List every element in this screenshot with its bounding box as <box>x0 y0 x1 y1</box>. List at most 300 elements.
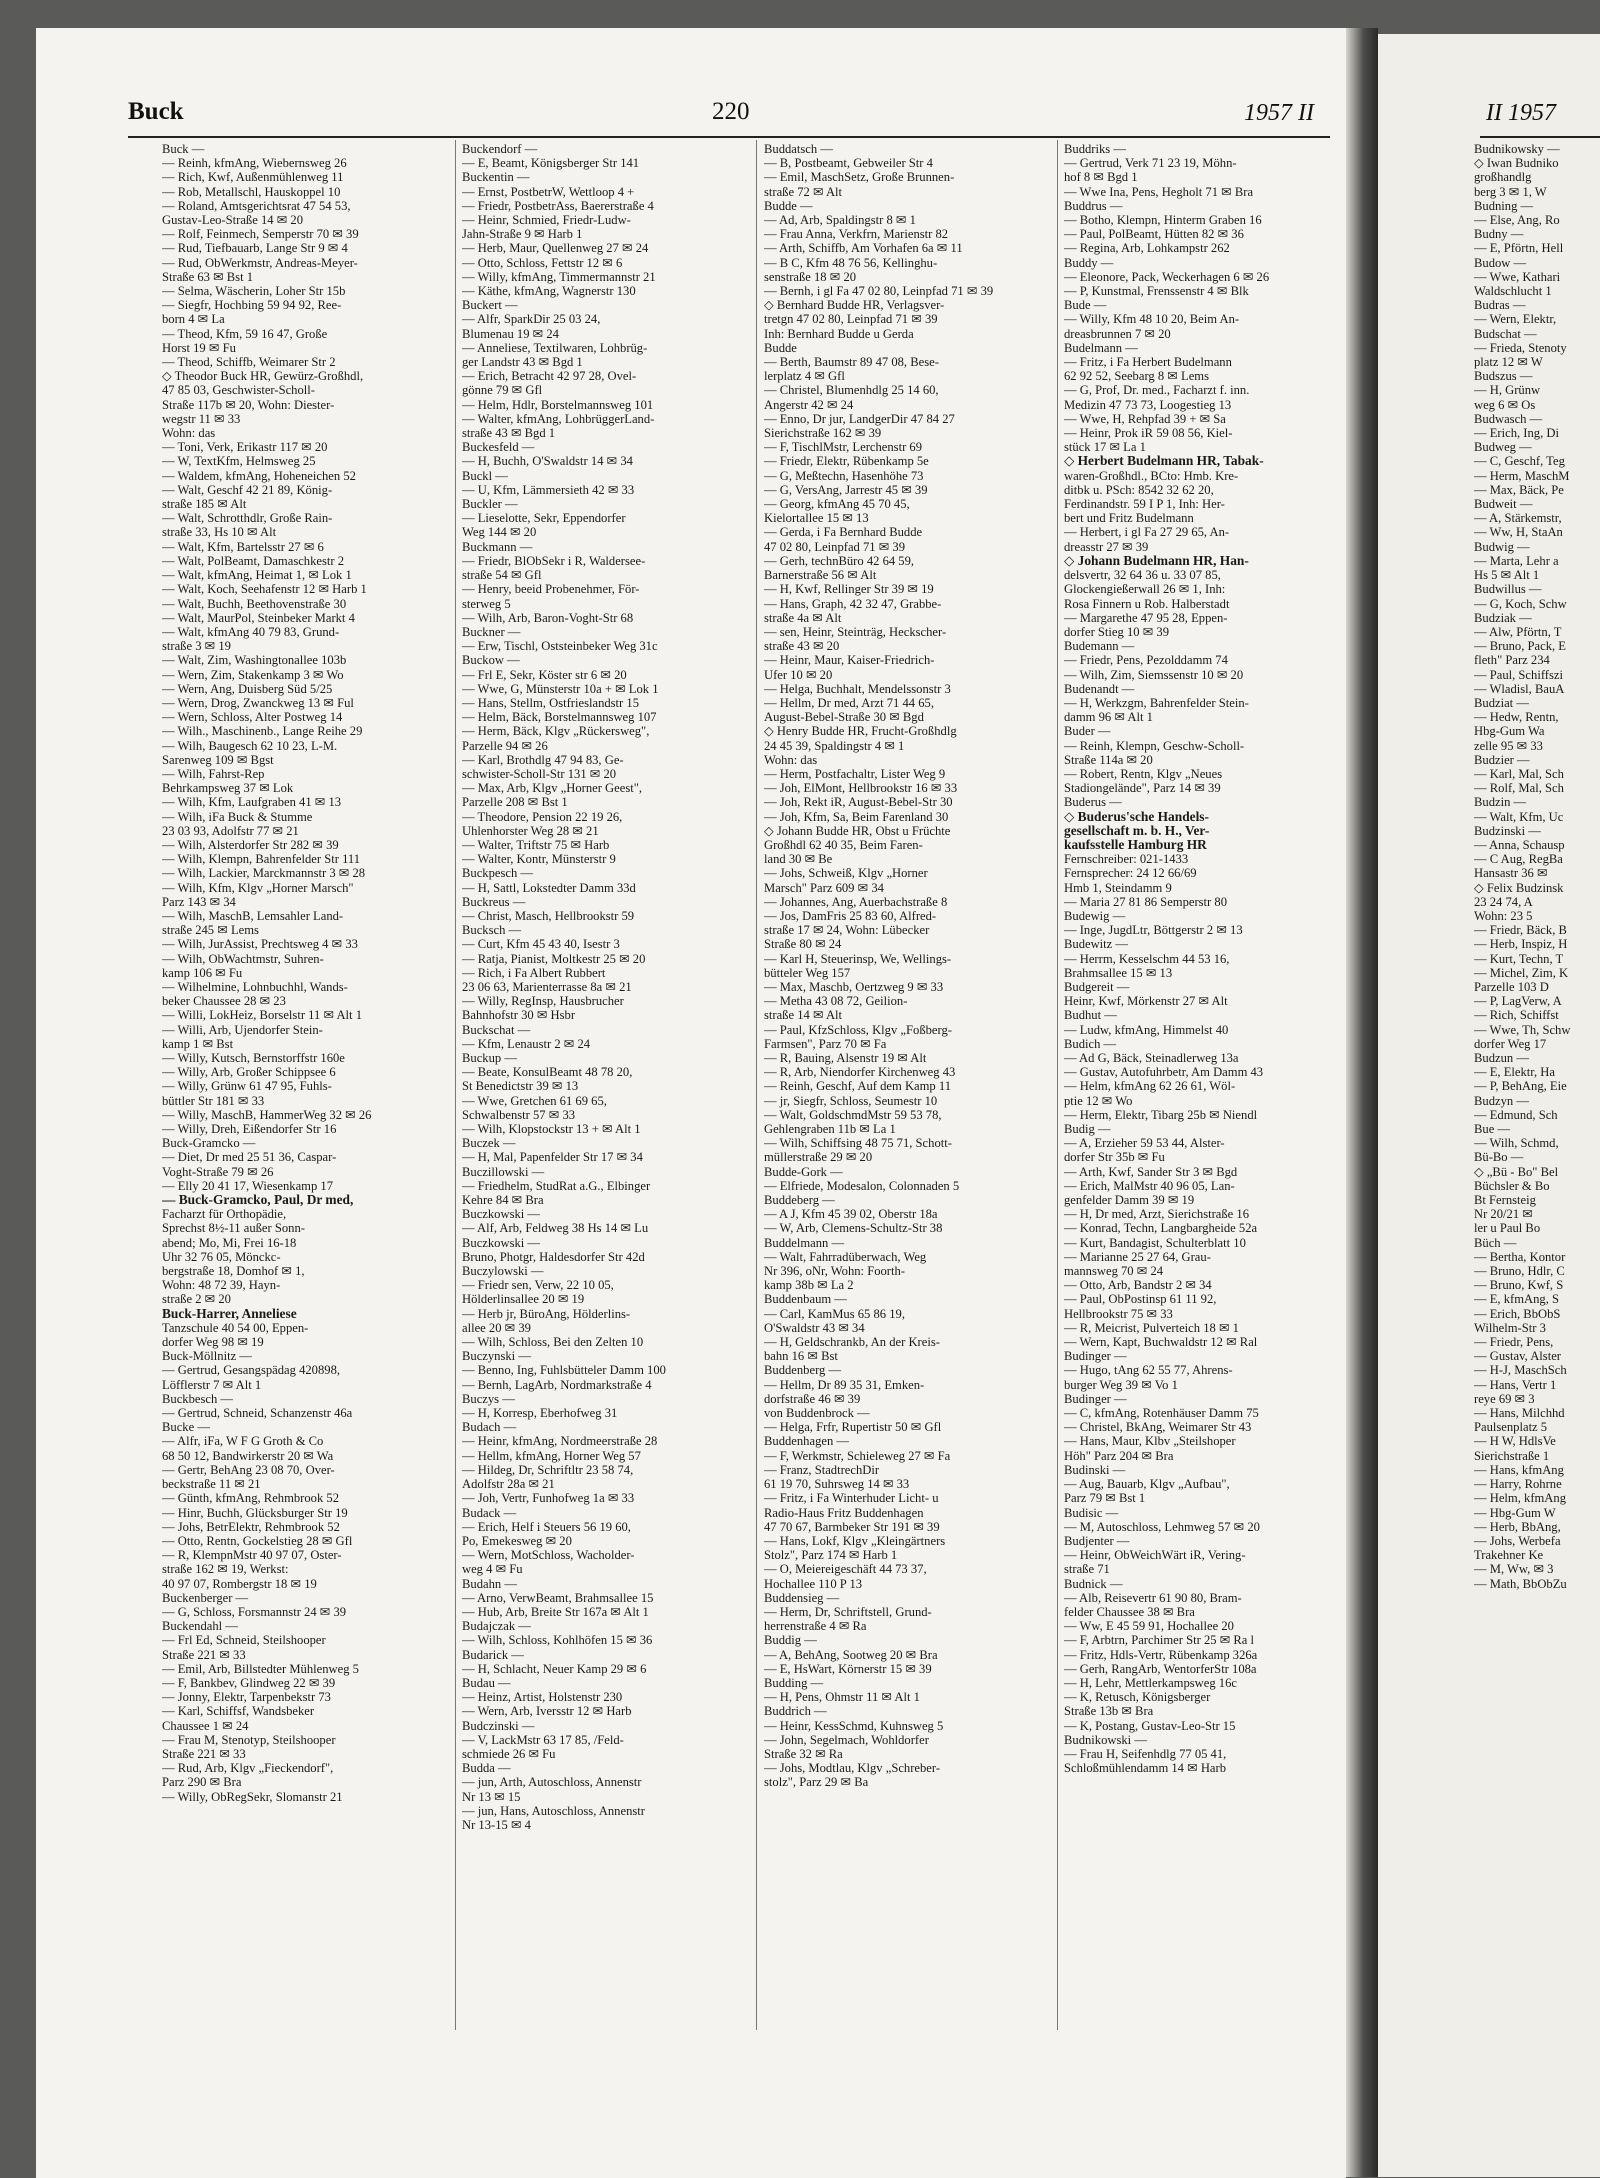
directory-entry-line: — Heinr, KessSchmd, Kuhnsweg 5 <box>764 1718 944 1733</box>
directory-entry-line: — Walt, Kfm, Bartelsstr 27 ✉ 6 <box>162 539 324 554</box>
directory-entry-line: Buddeberg — <box>764 1193 835 1208</box>
directory-entry-line: Gehlengraben 11b ✉ La 1 <box>764 1122 896 1137</box>
directory-entry-line: — Emil, Arb, Billstedter Mühlenweg 5 <box>162 1661 359 1676</box>
directory-entry-line: — Wern, Kapt, Buchwaldstr 12 ✉ Ral <box>1064 1335 1258 1350</box>
directory-entry-line: — R, KlempnMstr 40 97 07, Oster- <box>162 1548 342 1563</box>
directory-entry-line: — Berth, Baumstr 89 47 08, Bese- <box>764 355 939 370</box>
directory-entry-line: Farmsen", Parz 70 ✉ Fa <box>764 1036 887 1051</box>
directory-entry-line: Budach — <box>462 1420 517 1435</box>
directory-entry-line: — Gertrud, Gesangspädag 420898, <box>162 1363 341 1378</box>
directory-entry-line: — Wilh, Zim, Siemssenstr 10 ✉ 20 <box>1064 667 1244 682</box>
directory-entry-line: Uhr 32 76 05, Mönckc- <box>162 1249 281 1264</box>
directory-entry-line: — Inge, JugdLtr, Böttgerstr 2 ✉ 13 <box>1064 923 1243 938</box>
directory-entry-line: Budnikowski — <box>1064 1732 1147 1747</box>
directory-entry-line: — Hellm, kfmAng, Horner Weg 57 <box>462 1448 641 1463</box>
directory-entry-line: Bahnhofstr 30 ✉ Hsbr <box>462 1008 576 1023</box>
directory-entry-line: — Willi, Arb, Ujendorfer Stein- <box>162 1022 323 1037</box>
directory-entry-line: Buczylowski — <box>462 1264 544 1279</box>
directory-entry-line: — Bruno, Pack, E <box>1474 639 1566 654</box>
directory-entry-line: — Franz, StadtrechDir <box>764 1462 880 1477</box>
directory-entry-line: — Jonny, Elektr, Tarpenbekstr 73 <box>162 1690 331 1705</box>
directory-entry-line: — Math, BbObZu <box>1474 1576 1567 1591</box>
directory-entry-line: — Kurt, Techn, T <box>1474 951 1564 966</box>
directory-entry-line: — Erich, Ing, Di <box>1474 426 1559 441</box>
directory-entry-line: bert und Fritz Budelmann <box>1064 511 1194 526</box>
directory-entry-line: — Emil, MaschSetz, Große Brunnen- <box>764 170 955 185</box>
directory-entry-line: — Margarethe 47 95 28, Eppen- <box>1064 610 1228 625</box>
directory-entry-line: — Wwe, Th, Schw <box>1474 1022 1571 1037</box>
directory-entry-line: weg 6 ✉ Os <box>1474 397 1536 412</box>
directory-entry-line: — Herm, Bäck, Klgv „Rückersweg", <box>462 724 650 739</box>
directory-entry-line: — Gertrud, Schneid, Schanzenstr 46a <box>162 1406 353 1421</box>
directory-entry-line: Budnick — <box>1064 1576 1123 1591</box>
directory-entry-line: — Bruno, Kwf, S <box>1474 1278 1564 1293</box>
directory-entry-line: — Gertrud, Verk 71 23 19, Möhn- <box>1064 156 1237 171</box>
directory-entry-line: Nr 396, oNr, Wohn: Foorth- <box>764 1264 905 1279</box>
directory-entry-line: — F, Arbtrn, Parchimer Str 25 ✉ Ra l <box>1064 1633 1255 1648</box>
directory-entry-line: Waldschlucht 1 <box>1474 284 1552 299</box>
directory-entry-line: straße 33, Hs 10 ✉ Alt <box>162 525 277 540</box>
directory-entry-line: — Siegfr, Hochbing 59 94 92, Ree- <box>162 298 342 313</box>
directory-entry-line: Jahn-Straße 9 ✉ Harb 1 <box>462 227 583 242</box>
directory-entry-line: Nr 13-15 ✉ 4 <box>462 1817 531 1832</box>
directory-entry-line: — Michel, Zim, K <box>1474 965 1569 980</box>
directory-entry-line: Parzelle 94 ✉ 26 <box>462 738 548 753</box>
directory-entry-line: kaufsstelle Hamburg HR <box>1064 836 1207 852</box>
directory-entry-line: Buckendahl — <box>162 1619 238 1634</box>
directory-entry-line: ◇ Henry Budde HR, Frucht-Großhdlg <box>764 724 957 739</box>
directory-entry-line: — Frau Anna, Verkfrn, Marienstr 82 <box>764 227 949 242</box>
directory-entry-line: Buckesfeld — <box>462 440 535 455</box>
directory-entry-line: 24 45 39, Spaldingstr 4 ✉ 1 <box>764 738 905 753</box>
facing-column <box>1474 142 1600 2032</box>
directory-entry-line: ◇ Buderus'sche Handels- <box>1064 808 1209 824</box>
directory-entry-line: — R, Bauing, Alsenstr 19 ✉ Alt <box>764 1051 927 1065</box>
directory-entry-line: ◇ Bernhard Budde HR, Verlagsver- <box>764 298 945 313</box>
directory-entry-line: — V, LackMstr 63 17 85, /Feld- <box>462 1732 624 1747</box>
directory-entry-line: — Toni, Verk, Erikastr 117 ✉ 20 <box>162 440 328 455</box>
directory-entry-line: Trakehner Ke <box>1474 1548 1544 1563</box>
directory-entry-line: ◇ Felix Budzinsk <box>1474 880 1564 895</box>
directory-entry-line: — Frieda, Stenoty <box>1474 340 1567 355</box>
directory-entry-line: — Willy, Grünw 61 47 95, Fuhls- <box>162 1079 332 1094</box>
directory-entry-line: O'Swaldstr 43 ✉ 34 <box>764 1320 865 1335</box>
directory-entry-line: — Johs, Werbefa <box>1474 1533 1561 1548</box>
directory-entry-line: senstraße 18 ✉ 20 <box>764 269 857 284</box>
directory-entry-line: — Regina, Arb, Lohkampstr 262 <box>1064 241 1230 256</box>
directory-entry-line: — Wilh, Kfm, Laufgraben 41 ✉ 13 <box>162 795 342 810</box>
directory-entry-line: ditbk u. PSch: 8542 32 62 20, <box>1064 482 1214 497</box>
directory-entry-line: — H W, HdlsVe <box>1474 1434 1556 1449</box>
directory-entry-line: — Bernh, i gl Fa 47 02 80, Leinpfad 71 ✉ 39 <box>764 284 994 299</box>
directory-entry-line: — Walt, kfmAng, Heimat 1, ✉ Lok 1 <box>162 568 352 583</box>
directory-entry-line: Bucke — <box>162 1420 210 1435</box>
directory-entry-line: — Hedw, Rentn, <box>1474 710 1559 725</box>
directory-entry-line: — E, Pförtn, Hell <box>1474 241 1564 256</box>
directory-entry-line: Straße 221 ✉ 33 <box>162 1647 246 1662</box>
directory-entry-line: Buck-Möllnitz — <box>162 1349 252 1364</box>
directory-entry-line: — P, Kunstmal, Frenssenstr 4 ✉ Blk <box>1064 284 1249 299</box>
directory-entry-line: — Rich, Schiffst <box>1474 1008 1559 1023</box>
directory-entry-line: ler u Paul Bo <box>1474 1221 1541 1236</box>
directory-entry-line: — Rud, ObWerkmstr, Andreas-Meyer- <box>162 255 358 270</box>
directory-entry-line: — E, Beamt, Königsberger Str 141 <box>462 156 640 171</box>
directory-entry-line: Weg 144 ✉ 20 <box>462 525 537 540</box>
directory-entry-line: dorfer Weg 17 <box>1474 1036 1547 1051</box>
directory-entry-line: Buckbesch — <box>162 1391 233 1406</box>
directory-entry-line: Buddensieg — <box>764 1590 840 1605</box>
directory-entry-line: Buderus — <box>1064 795 1122 810</box>
directory-entry-line: — Wern, Schloss, Alter Postweg 14 <box>162 710 343 725</box>
directory-entry-line: Straße 80 ✉ 24 <box>764 937 842 952</box>
directory-entry-line: Barnerstraße 56 ✉ Alt <box>764 568 877 583</box>
directory-entry-line: — Rud, Tiefbauarb, Lange Str 9 ✉ 4 <box>162 241 348 256</box>
directory-entry-line: — Erich, Helf i Steuers 56 19 60, <box>462 1519 631 1534</box>
directory-entry-line: 23 03 93, Adolfstr 77 ✉ 21 <box>162 823 299 838</box>
directory-entry-line: 23 24 74, A <box>1474 894 1533 909</box>
directory-entry-line: Kielortallee 15 ✉ 13 <box>764 511 869 526</box>
directory-entry-line: — Hellm, Dr med, Arzt 71 44 65, <box>764 695 934 710</box>
directory-entry-line: straße 245 ✉ Lems <box>162 923 259 938</box>
directory-entry-line: Budwig — <box>1474 539 1530 554</box>
directory-entry-line: Buddy — <box>1064 255 1114 270</box>
directory-entry-line: Adolfstr 28a ✉ 21 <box>462 1477 555 1492</box>
directory-entry-line: — H, Dr med, Arzt, Sierichstraße 16 <box>1064 1207 1250 1222</box>
directory-entry-line: — Herm, MaschM <box>1474 468 1570 483</box>
directory-entry-line: Buckendorf — <box>462 142 538 156</box>
directory-entry-line: Buddenbaum — <box>764 1292 847 1307</box>
directory-entry-line: Buck-Gramcko — <box>162 1136 256 1151</box>
directory-entry-line: büttler Str 181 ✉ 33 <box>162 1093 265 1108</box>
directory-entry-line: dorfstraße 46 ✉ 39 <box>764 1391 861 1406</box>
directory-entry-line: Gustav-Leo-Straße 14 ✉ 20 <box>162 213 304 228</box>
directory-entry-line: — Hinr, Buchh, Glücksburger Str 19 <box>162 1505 348 1520</box>
directory-entry-line: — Walt, Buchh, Beethovenstraße 30 <box>162 596 347 611</box>
directory-entry-line: ◇ „Bü - Bo" Bel <box>1474 1164 1559 1179</box>
directory-entry-line: 47 02 80, Leinpfad 71 ✉ 39 <box>764 539 906 554</box>
directory-entry-line: Hochallee 110 P 13 <box>764 1576 863 1591</box>
directory-entry-line: — Edmund, Sch <box>1474 1107 1558 1122</box>
directory-entry-line: — F, Bankbev, Glindweg 22 ✉ 39 <box>162 1675 336 1690</box>
directory-entry-line: — Kfm, Lenaustr 2 ✉ 24 <box>462 1036 591 1051</box>
directory-entry-line: — Christel, BkAng, Weimarer Str 43 <box>1064 1420 1252 1435</box>
directory-entry-line: Hbg-Gum Wa <box>1474 724 1545 739</box>
directory-entry-line: — Erich, BbObS <box>1474 1306 1561 1321</box>
directory-entry-line: — Erich, MalMstr 40 96 05, Lan- <box>1064 1178 1235 1193</box>
directory-entry-line: Fernschreiber: 021-1433 <box>1064 852 1189 867</box>
directory-entry-line: Budzyn — <box>1474 1093 1529 1108</box>
directory-entry-line: — jun, Hans, Autoschloss, Annenstr <box>462 1803 645 1818</box>
directory-entry-line: Budnikowsky — <box>1474 142 1560 156</box>
directory-entry-line: — Willy, Dreh, Eißendorfer Str 16 <box>162 1122 337 1137</box>
directory-entry-line: — Paul, ObPostinsp 61 11 92, <box>1064 1292 1217 1307</box>
directory-entry-line: mannsweg 70 ✉ 24 <box>1064 1264 1164 1279</box>
directory-entry-line: — H, Korresp, Eberhofweg 31 <box>462 1406 618 1421</box>
facing-page-header <box>1480 100 1600 138</box>
directory-entry-line: Straße 63 ✉ Bst 1 <box>162 269 254 284</box>
directory-entry-line: Buckert — <box>462 298 518 313</box>
directory-entry-line: Budding — <box>764 1675 824 1690</box>
directory-entry-line: — A, BehAng, Sootweg 20 ✉ Bra <box>764 1647 938 1662</box>
directory-entry-line: — Joh, ElMont, Hellbrookstr 16 ✉ 33 <box>764 781 958 796</box>
directory-entry-line: — Walter, Triftstr 75 ✉ Harb <box>462 837 610 852</box>
directory-entry-line: — Curt, Kfm 45 43 40, Isestr 3 <box>462 937 620 952</box>
directory-entry-line: — Fritz, Hdls-Vertr, Rübenkamp 326a <box>1064 1647 1258 1662</box>
directory-entry-line: Stolz", Parz 174 ✉ Harb 1 <box>764 1548 898 1563</box>
directory-entry-line: Horst 19 ✉ Fu <box>162 340 236 355</box>
directory-entry-line: — B, Postbeamt, Gebweiler Str 4 <box>764 156 933 171</box>
directory-entry-line: Bude — <box>1064 298 1107 313</box>
directory-entry-line: — Heinr, Maur, Kaiser-Friedrich- <box>764 653 935 668</box>
directory-entry-line: 23 06 63, Marienterrasse 8a ✉ 21 <box>462 979 632 994</box>
directory-entry-line: — Johs, Schweiß, Klgv „Horner <box>764 866 928 881</box>
directory-entry-line: — Herm, Postfachaltr, Lister Weg 9 <box>764 766 946 781</box>
directory-entry-line: gönne 79 ✉ Gfl <box>462 383 543 398</box>
directory-entry-line: — Henry, beeid Probenehmer, För- <box>462 582 640 597</box>
directory-entry-line: — H, Kwf, Rellinger Str 39 ✉ 19 <box>764 582 934 597</box>
directory-entry-line: — Walt, Geschf 42 21 89, König- <box>162 482 333 497</box>
directory-entry-line: Buckenberger — <box>162 1590 249 1605</box>
directory-entry-line: — F, Werkmstr, Schieleweg 27 ✉ Fa <box>764 1448 951 1463</box>
directory-entry-line: Buczys — <box>462 1391 515 1406</box>
directory-entry-line: Angerstr 42 ✉ 24 <box>764 397 854 412</box>
directory-entry-line: abend; Mo, Mi, Frei 16-18 <box>162 1235 297 1250</box>
directory-entry-line: — jun, Arth, Autoschloss, Annenstr <box>462 1775 642 1790</box>
directory-entry-line: — Friedr, Elektr, Rübenkamp 5e <box>764 454 929 469</box>
directory-entry-line: — Hub, Arb, Breite Str 167a ✉ Alt 1 <box>462 1604 649 1619</box>
directory-entry-line: Budziak — <box>1474 610 1532 625</box>
directory-entry-line: — Friedr sen, Verw, 22 10 05, <box>462 1278 614 1293</box>
directory-entry-line: — Theodore, Pension 22 19 26, <box>462 809 623 824</box>
directory-entry-line: schwister-Scholl-Str 131 ✉ 20 <box>462 766 617 781</box>
directory-entry-line: weg 4 ✉ Fu <box>462 1562 523 1577</box>
directory-entry-line: Hs 5 ✉ Alt 1 <box>1474 568 1540 583</box>
directory-entry-line: — O, Meiereigeschäft 44 73 37, <box>764 1562 927 1577</box>
directory-entry-line: herrenstraße 4 ✉ Ra <box>764 1619 867 1634</box>
directory-entry-line: Buddriks — <box>1064 142 1126 156</box>
directory-entry-line: — Hildeg, Dr, Schriftltr 23 58 74, <box>462 1462 634 1477</box>
directory-entry-line: — Lieselotte, Sekr, Eppendorfer <box>462 511 626 526</box>
directory-entry-line: — Marta, Lehr a <box>1474 553 1559 568</box>
directory-entry-line: — Benno, Ing, Fuhlsbütteler Damm 100 <box>462 1363 666 1378</box>
directory-entry-line: 62 92 52, Seebarg 8 ✉ Lems <box>1064 369 1209 384</box>
column-divider <box>1057 140 1058 2030</box>
directory-entry-line: ◇ Herbert Budelmann HR, Tabak- <box>1064 453 1264 469</box>
directory-entry-line: — jr, Siegfr, Schloss, Seumestr 10 <box>764 1093 938 1108</box>
directory-entry-line: — Konrad, Techn, Langbargheide 52a <box>1064 1221 1258 1236</box>
directory-entry-line: — Herrm, Kesselschm 44 53 16, <box>1064 951 1230 966</box>
directory-entry-line: — Wladisl, BauA <box>1474 681 1565 696</box>
directory-entry-line: — Heinz, Artist, Holstenstr 230 <box>462 1690 623 1705</box>
directory-entry-line: — H, Sattl, Lokstedter Damm 33d <box>462 880 636 895</box>
directory-entry-line: — Wilh, Fahrst-Rep <box>162 766 265 781</box>
directory-entry-line: — Wern, Elektr, <box>1474 312 1557 327</box>
directory-entry-line: — Rob, Metallschl, Hauskoppel 10 <box>162 184 341 199</box>
directory-entry-line: — H-J, MaschSch <box>1474 1363 1567 1378</box>
directory-entry-line: Buczkowski — <box>462 1207 541 1222</box>
directory-entry-line: Buckentin — <box>462 170 530 185</box>
directory-entry-line: — Walt, kfmAng 40 79 83, Grund- <box>162 624 340 639</box>
directory-entry-line: — Karl, Brothdlg 47 94 83, Ge- <box>462 752 624 767</box>
directory-entry-line: — Helga, Frfr, Rupertistr 50 ✉ Gfl <box>764 1420 942 1435</box>
directory-entry-line: Nr 13 ✉ 15 <box>462 1789 521 1804</box>
directory-entry-line: Tanzschule 40 54 00, Eppen- <box>162 1320 309 1335</box>
directory-entry-line: — Paul, Schiffszi <box>1474 667 1563 682</box>
directory-entry-line: — Wilh, MaschB, Lemsahler Land- <box>162 908 344 923</box>
directory-entry-line: beckstraße 11 ✉ 21 <box>162 1477 261 1492</box>
directory-entry-line: — Paul, KfzSchloss, Klgv „Foßberg- <box>764 1022 952 1037</box>
directory-entry-line: Schwalbenstr 57 ✉ 33 <box>462 1107 576 1122</box>
directory-entry-line: — Gerh, technBüro 42 64 59, <box>764 553 915 568</box>
directory-entry-line: Radio-Haus Fritz Buddenhagen <box>764 1505 924 1520</box>
directory-entry-line: — Gerh, RangArb, WentorferStr 108a <box>1064 1661 1257 1676</box>
directory-entry-line: — Ad, Arb, Spaldingstr 8 ✉ 1 <box>764 213 916 228</box>
directory-entry-line: — Bernh, LagArb, Nordmarkstraße 4 <box>462 1377 652 1392</box>
directory-entry-line: straße 72 ✉ Alt <box>764 184 843 199</box>
facing-header-year: II 1957 <box>1486 100 1556 126</box>
directory-entry-line: — Herbert, i gl Fa 27 29 65, An- <box>1064 525 1230 540</box>
directory-entry-line: — Wilh, Baugesch 62 10 23, L-M. <box>162 738 338 753</box>
directory-entry-line: Höh" Parz 204 ✉ Bra <box>1064 1448 1174 1463</box>
directory-entry-line: — Wilh, Klempn, Bahrenfelder Str 111 <box>162 852 361 867</box>
directory-entry-line: — M, Ww, ✉ 3 <box>1474 1562 1554 1577</box>
directory-entry-line: — H, Grünw <box>1474 383 1541 398</box>
directory-entry-line: — G, Prof, Dr. med., Facharzt f. inn. <box>1064 383 1250 398</box>
directory-entry-line: — Robert, Rentn, Klgv „Neues <box>1064 766 1223 781</box>
directory-entry-line: — Hans, kfmAng <box>1474 1462 1564 1477</box>
directory-entry-line: — Karl, Mal, Sch <box>1474 766 1564 781</box>
directory-entry-line: — P, BehAng, Eie <box>1474 1079 1567 1094</box>
directory-entry-line: 47 70 67, Barmbeker Str 191 ✉ 39 <box>764 1519 940 1534</box>
directory-entry-line: — Hans, Lokf, Klgv „Kleingärtners <box>764 1533 946 1548</box>
directory-entry-line: Budde <box>764 340 797 355</box>
directory-entry-line: — Helm, kfmAng 62 26 61, Wöl- <box>1064 1079 1236 1094</box>
directory-entry-line: — Herm, Dr, Schriftstell, Grund- <box>764 1604 932 1619</box>
directory-entry-line: Sarenweg 109 ✉ Bgst <box>162 752 274 767</box>
directory-entry-line: — Alfr, SparkDir 25 03 24, <box>462 312 601 327</box>
directory-entry-line: — Christ, Masch, Hellbrookstr 59 <box>462 908 635 923</box>
directory-entry-line: — Christel, Blumenhdlg 25 14 60, <box>764 383 939 398</box>
directory-entry-line: — Günth, kfmAng, Rehmbrook 52 <box>162 1491 340 1506</box>
directory-entry-line: — Willi, LokHeiz, Borselstr 11 ✉ Alt 1 <box>162 1008 362 1023</box>
directory-entry-line: straße 54 ✉ Gfl <box>462 568 542 583</box>
directory-entry-line: — Hans, Stellm, Ostfrieslandstr 15 <box>462 695 639 710</box>
directory-entry-line: — A, Erzieher 59 53 44, Alster- <box>1064 1136 1225 1151</box>
page-number: 220 <box>712 98 750 125</box>
directory-entry-line: — Herb, BbAng, <box>1474 1519 1561 1534</box>
header-year: 1957 II <box>1244 100 1314 126</box>
directory-entry-line: — Walt, GoldschmdMstr 59 53 78, <box>764 1107 942 1122</box>
directory-entry-line: Großhdl 62 40 35, Beim Faren- <box>764 837 923 852</box>
directory-entry-line: — Wilh, ObWachtmstr, Suhren- <box>162 951 324 966</box>
directory-entry-line: — Bruno, Hdlr, C <box>1474 1264 1565 1279</box>
directory-entry-line: Straße 32 ✉ Ra <box>764 1746 843 1761</box>
directory-entry-line: — Erw, Tischl, Oststeinbeker Weg 31c <box>462 639 658 654</box>
directory-entry-line: — Friedr, Pens, <box>1474 1335 1554 1350</box>
directory-entry-line: Budwasch — <box>1474 411 1543 426</box>
directory-entry-line: platz 12 ✉ W <box>1474 355 1543 370</box>
directory-entry-line: waren-Großhdl., BCto: Hmb. Kre- <box>1064 468 1239 483</box>
directory-entry-line: Voght-Straße 79 ✉ 26 <box>162 1164 274 1179</box>
header-keyword: Buck <box>128 98 184 125</box>
directory-entry-line: Marsch" Parz 609 ✉ 34 <box>764 880 884 895</box>
directory-entry-line: — H, Geldschrankb, An der Kreis- <box>764 1335 940 1350</box>
directory-entry-line: — Bertha, Kontor <box>1474 1249 1566 1264</box>
directory-entry-line: — Walt, Kfm, Uc <box>1474 809 1564 824</box>
directory-entry-line: — John, Segelmach, Wohldorfer <box>764 1732 929 1747</box>
directory-entry-line: Po, Emekesweg ✉ 20 <box>462 1533 572 1548</box>
directory-entry-line: — Wern, Arb, Iversstr 12 ✉ Harb <box>462 1704 632 1719</box>
directory-entry-line: Budczinski — <box>462 1718 535 1733</box>
directory-entry-line: Bt Fernsteig <box>1474 1193 1536 1208</box>
directory-entry-line: Buckner — <box>462 624 521 639</box>
directory-entry-line: genfelder Damm 39 ✉ 19 <box>1064 1193 1195 1208</box>
directory-entry-line: — Rich, Kwf, Außenmühlenweg 11 <box>162 170 344 185</box>
directory-entry-line: — Hellm, Dr 89 35 31, Emken- <box>764 1377 925 1392</box>
directory-entry-line: müllerstraße 29 ✉ 20 <box>764 1150 873 1165</box>
directory-entry-line: — Wwe Ina, Pens, Hegholt 71 ✉ Bra <box>1064 184 1254 199</box>
directory-entry-line: damm 96 ✉ Alt 1 <box>1064 710 1153 725</box>
directory-entry-line: — Wilh, iFa Buck & Stumme <box>162 809 313 824</box>
directory-entry-line: — Frl E, Sekr, Köster str 6 ✉ 20 <box>462 667 627 682</box>
directory-entry-line: — Wilh, Alsterdorfer Str 282 ✉ 39 <box>162 837 339 852</box>
directory-entry-line: — K, Postang, Gustav-Leo-Str 15 <box>1064 1718 1236 1733</box>
directory-entry-line: — Kurt, Bandagist, Schulterblatt 10 <box>1064 1235 1246 1250</box>
directory-entry-line: Rosa Finnern u Rob. Halberstadt <box>1064 596 1230 611</box>
directory-entry-line: — Walt, Fahrradüberwach, Weg <box>764 1249 927 1264</box>
directory-entry-line: — Willy, Kfm 48 10 20, Beim An- <box>1064 312 1240 327</box>
directory-entry-line: — Rolf, Feinmech, Semperstr 70 ✉ 39 <box>162 227 359 242</box>
directory-entry-line: — Ludw, kfmAng, Himmelst 40 <box>1064 1022 1229 1037</box>
directory-entry-line: kamp 1 ✉ Bst <box>162 1036 234 1051</box>
directory-entry-line: — Walter, kfmAng, LohbrüggerLand- <box>462 411 655 426</box>
directory-entry-line: Wohn: das <box>764 752 818 767</box>
directory-entry-line: Glockengießerwall 26 ✉ 1, Inh: <box>1064 582 1226 597</box>
directory-entry-line: — Ad G, Bäck, Steinadlerweg 13a <box>1064 1051 1239 1065</box>
directory-entry-line: — Friedr, BlObSekr i R, Waldersee- <box>462 553 646 568</box>
directory-entry-line: — K, Retusch, Königsberger <box>1064 1690 1211 1705</box>
directory-entry-line: — C, Geschf, Teg <box>1474 454 1565 469</box>
directory-entry-line: ptie 12 ✉ Wo <box>1064 1093 1133 1108</box>
directory-entry-line: ◇ Johann Budde HR, Obst u Früchte <box>764 823 951 838</box>
directory-entry-line: — Hans, Milchhd <box>1474 1406 1565 1421</box>
directory-entry-line: Buckup — <box>462 1051 517 1065</box>
directory-entry-line: Budahn — <box>462 1576 517 1591</box>
directory-entry-line: — H, Werkzgm, Bahrenfelder Stein- <box>1064 695 1249 710</box>
directory-entry-line: gesellschaft m. b. H., Ver- <box>1064 822 1210 838</box>
directory-entry-line: Budich — <box>1064 1036 1117 1051</box>
directory-entry-line: — R, Arb, Niendorfer Kirchenweg 43 <box>764 1065 956 1080</box>
directory-entry-line: dorfer Weg 98 ✉ 19 <box>162 1335 264 1350</box>
directory-entry-line: Brahmsallee 15 ✉ 13 <box>1064 965 1173 980</box>
directory-entry-line: — Wilh, Kfm, Klgv „Horner Marsch" <box>162 880 354 895</box>
directory-entry-line: — Johannes, Ang, Auerbachstraße 8 <box>764 894 948 909</box>
directory-entry-line: — W, TextKfm, Helmsweg 25 <box>162 454 316 469</box>
directory-entry-line: Nr 20/21 ✉ <box>1474 1207 1533 1222</box>
directory-entry-line: felder Chaussee 38 ✉ Bra <box>1064 1604 1195 1619</box>
directory-entry-line: — C, kfmAng, Rotenhäuser Damm 75 <box>1064 1406 1259 1421</box>
directory-entry-line: — F, TischlMstr, Lerchenstr 69 <box>764 440 923 455</box>
directory-entry-line: zelle 95 ✉ 33 <box>1474 738 1543 753</box>
directory-entry-line: Bue — <box>1474 1122 1511 1137</box>
directory-entry-line: 61 19 70, Suhrsweg 14 ✉ 33 <box>764 1477 910 1492</box>
directory-entry-line: straße 17 ✉ 24, Wohn: Lübecker <box>764 923 930 938</box>
column-2 <box>462 142 748 2032</box>
directory-entry-line: — Frau H, Seifenhdlg 77 05 41, <box>1064 1746 1227 1761</box>
directory-entry-line: — Reinh, Klempn, Geschw-Scholl- <box>1064 738 1245 753</box>
directory-entry-line: — Wern, Drog, Zwanckweg 13 ✉ Ful <box>162 695 354 710</box>
directory-entry-line: — Max, Bäck, Pe <box>1474 482 1564 497</box>
